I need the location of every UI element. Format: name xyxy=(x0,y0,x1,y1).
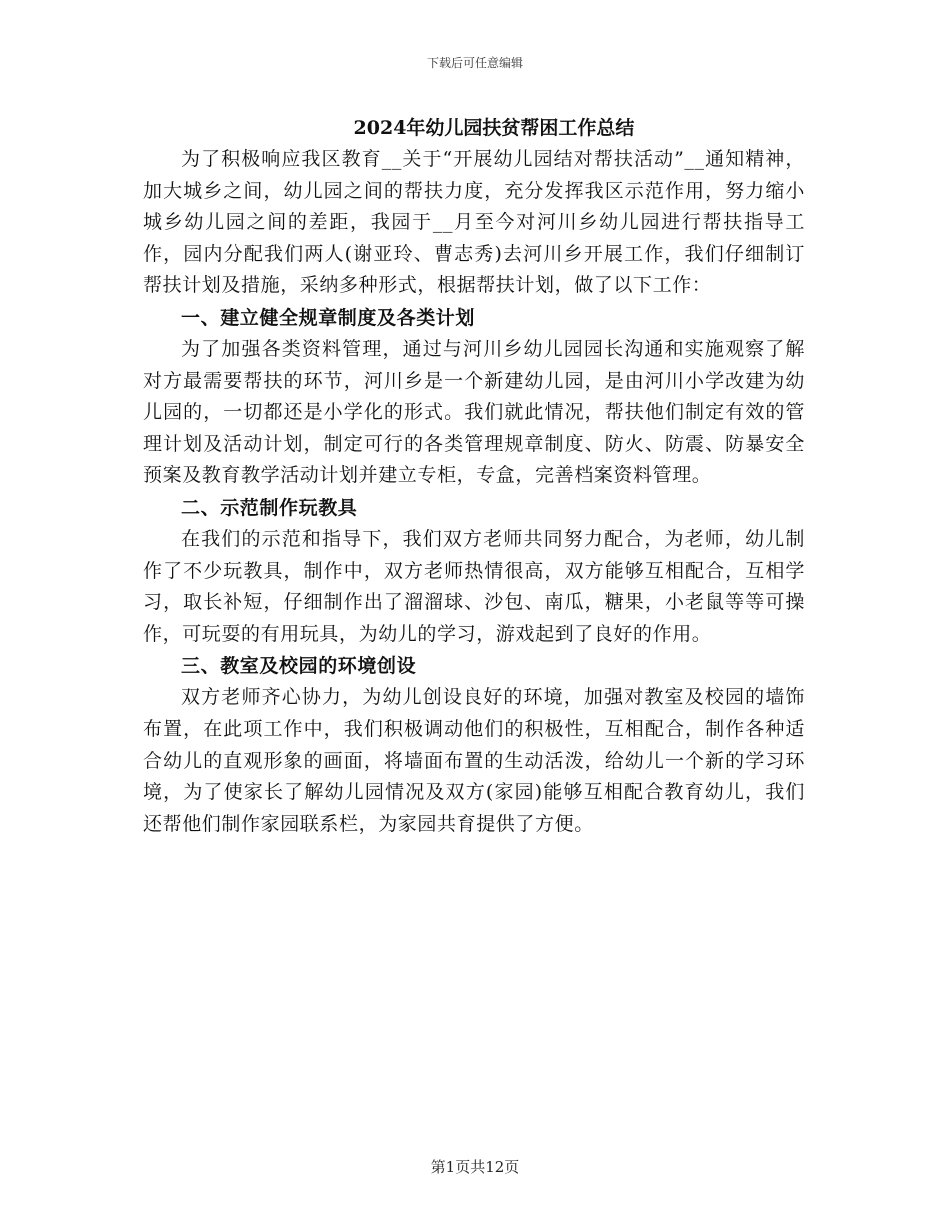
intro-paragraph: 为了积极响应我区教育__关于“开展幼儿园结对帮扶活动”__通知精神，加大城乡之间，幼儿园之间的帮扶力度，充分发挥我区示范作用，努力缩小城乡幼儿园之间的差距，我园于__月至今对河川乡幼儿园进行帮扶指导工作，园内分配我们两人(谢亚玲、曹志秀)去河川乡开展工作，我们仔细制订帮扶计划及措施，采纳多种形式，根据帮扶计划，做了以下工作： xyxy=(143,148,805,297)
document-body xyxy=(143,112,805,840)
document-title: 2024年幼儿园扶贫帮困工作总结 xyxy=(353,117,635,139)
section-heading-3: 三、教室及校园的环境创设 xyxy=(181,655,417,678)
section-heading-1: 一、建立健全规章制度及各类计划 xyxy=(181,306,476,329)
header-note: 下载后可任意编辑 xyxy=(426,56,523,70)
section-body-1: 为了加强各类资料管理，通过与河川乡幼儿园园长沟通和实施观察了解对方最需要帮扶的环节，河川乡是一个新建幼儿园，是由河川小学改建为幼儿园的，一切都还是小学化的形式。我们就此情况，帮扶他们制定有效的管理计划及活动计划，制定可行的各类管理规章制度、防火、防震、防暴安全预案及教育教学活动计划并建立专柜，专盒，完善档案资料管理。 xyxy=(143,337,805,487)
section-heading-2: 二、示范制作玩教具 xyxy=(181,496,358,519)
section-body-2: 在我们的示范和指导下，我们双方老师共同努力配合，为老师，幼儿制作了不少玩教具，制作中，双方老师热情很高，双方能够互相配合，互相学习，取长补短，仔细制作出了溜溜球、沙包、南瓜，糖果，小老鼠等等可操作，可玩耍的有用玩具，为幼儿的学习，游戏起到了良好的作用。 xyxy=(143,527,805,645)
page-number-footer: 第1页共12页 xyxy=(430,1158,520,1176)
section-body-3: 双方老师齐心协力，为幼儿创设良好的环境，加强对教室及校园的墙饰布置，在此项工作中，我们积极调动他们的积极性，互相配合，制作各种适合幼儿的直观形象的画面，将墙面布置的生动活泼，给幼儿一个新的学习环境，为了使家长了解幼儿园情况及双方(家园)能够互相配合教育幼儿，我们还帮他们制作家园联系栏，为家园共育提供了方便。 xyxy=(143,686,805,835)
